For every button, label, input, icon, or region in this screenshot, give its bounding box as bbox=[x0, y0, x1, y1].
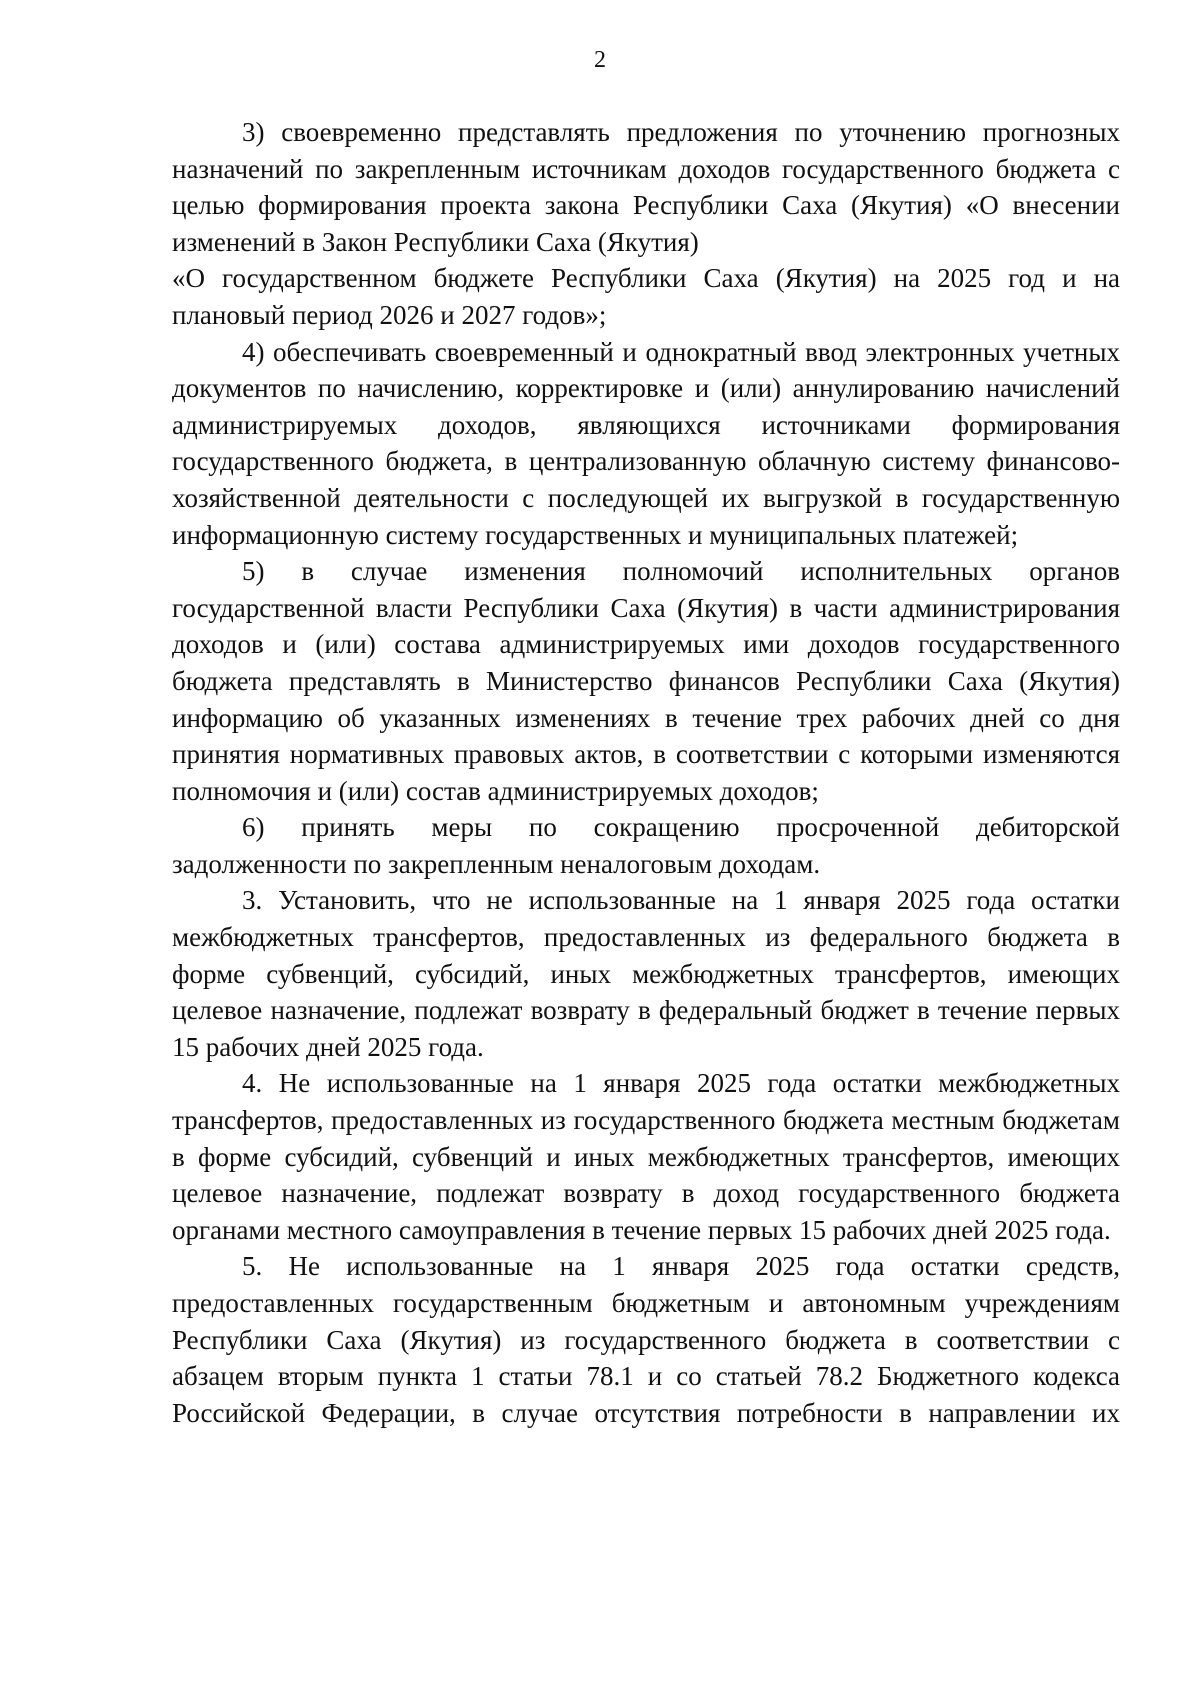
paragraph-item-5: 5) в случае изменения полномочий исполнительных органов государственной власти Республики Саха (Якутия) в части администрирования доходов и (или) состава администрируемых ими доходов государственного бюджета представлять в Министерство финансов Республики Саха (Якутия) информацию об указанных изменениях в течение трех рабочих дней со дня принятия нормативных правовых актов, в соответствии с которыми изменяются полномочия и (или) состав администрируемых доходов; bbox=[172, 556, 1120, 806]
paragraph-clause-5: 5. Не использованные на 1 января 2025 года остатки средств, предоставленных государственным бюджетным и автономным учреждениям Республики Саха (Якутия) из государственного бюджета в соответствии с абзацем вторым пункта 1 статьи 78.1 и со статьей 78.2 Бюджетного кодекса Российской Федерации, в случае отсутствия потребности в направлении их bbox=[172, 1251, 1120, 1428]
paragraph-clause-4: 4. Не использованные на 1 января 2025 года остатки межбюджетных трансфертов, предоставленных из государственного бюджета местным бюджетам в форме субсидий, субвенций и иных межбюджетных трансфертов, имеющих целевое назначение, подлежат возврату в доход государственного бюджета органами местного самоуправления в течение первых 15 рабочих дней 2025 года. bbox=[172, 1068, 1120, 1245]
page-number: 2 bbox=[594, 47, 606, 73]
paragraph-clause-3: 3. Установить, что не использованные на 1 января 2025 года остатки межбюджетных трансфертов, предоставленных из федерального бюджета в форме субвенций, субсидий, иных межбюджетных трансфертов, имеющих целевое назначение, подлежат возврату в федеральный бюджет в течение первых 15 рабочих дней 2025 года. bbox=[172, 885, 1120, 1062]
paragraph-item-4: 4) обеспечивать своевременный и однократный ввод электронных учетных документов по начислению, корректировке и (или) аннулированию начислений администрируемых доходов, являющихся источниками формирования государственного бюджета, в централизованную облачную систему финансово-хозяйственной деятельности с последующей их выгрузкой в государственную информационную систему государственных и муниципальных платежей; bbox=[172, 336, 1120, 550]
paragraph-item-3: 3) своевременно представлять предложения по уточнению прогнозных назначений по закрепленным источникам доходов государственного бюджета с целью формирования проекта закона Республики Саха (Якутия) «О внесении изменений в Закон Республики Саха (Якутия) «О государственном бюджете Республики Саха (Якутия) на 2025 год и на плановый период 2026 и 2027 годов»; bbox=[172, 117, 1120, 330]
document-body bbox=[172, 114, 1120, 1431]
paragraph-item-6: 6) принять меры по сокращению просроченной дебиторской задолженности по закрепленным неналоговым доходам. bbox=[172, 812, 1120, 879]
